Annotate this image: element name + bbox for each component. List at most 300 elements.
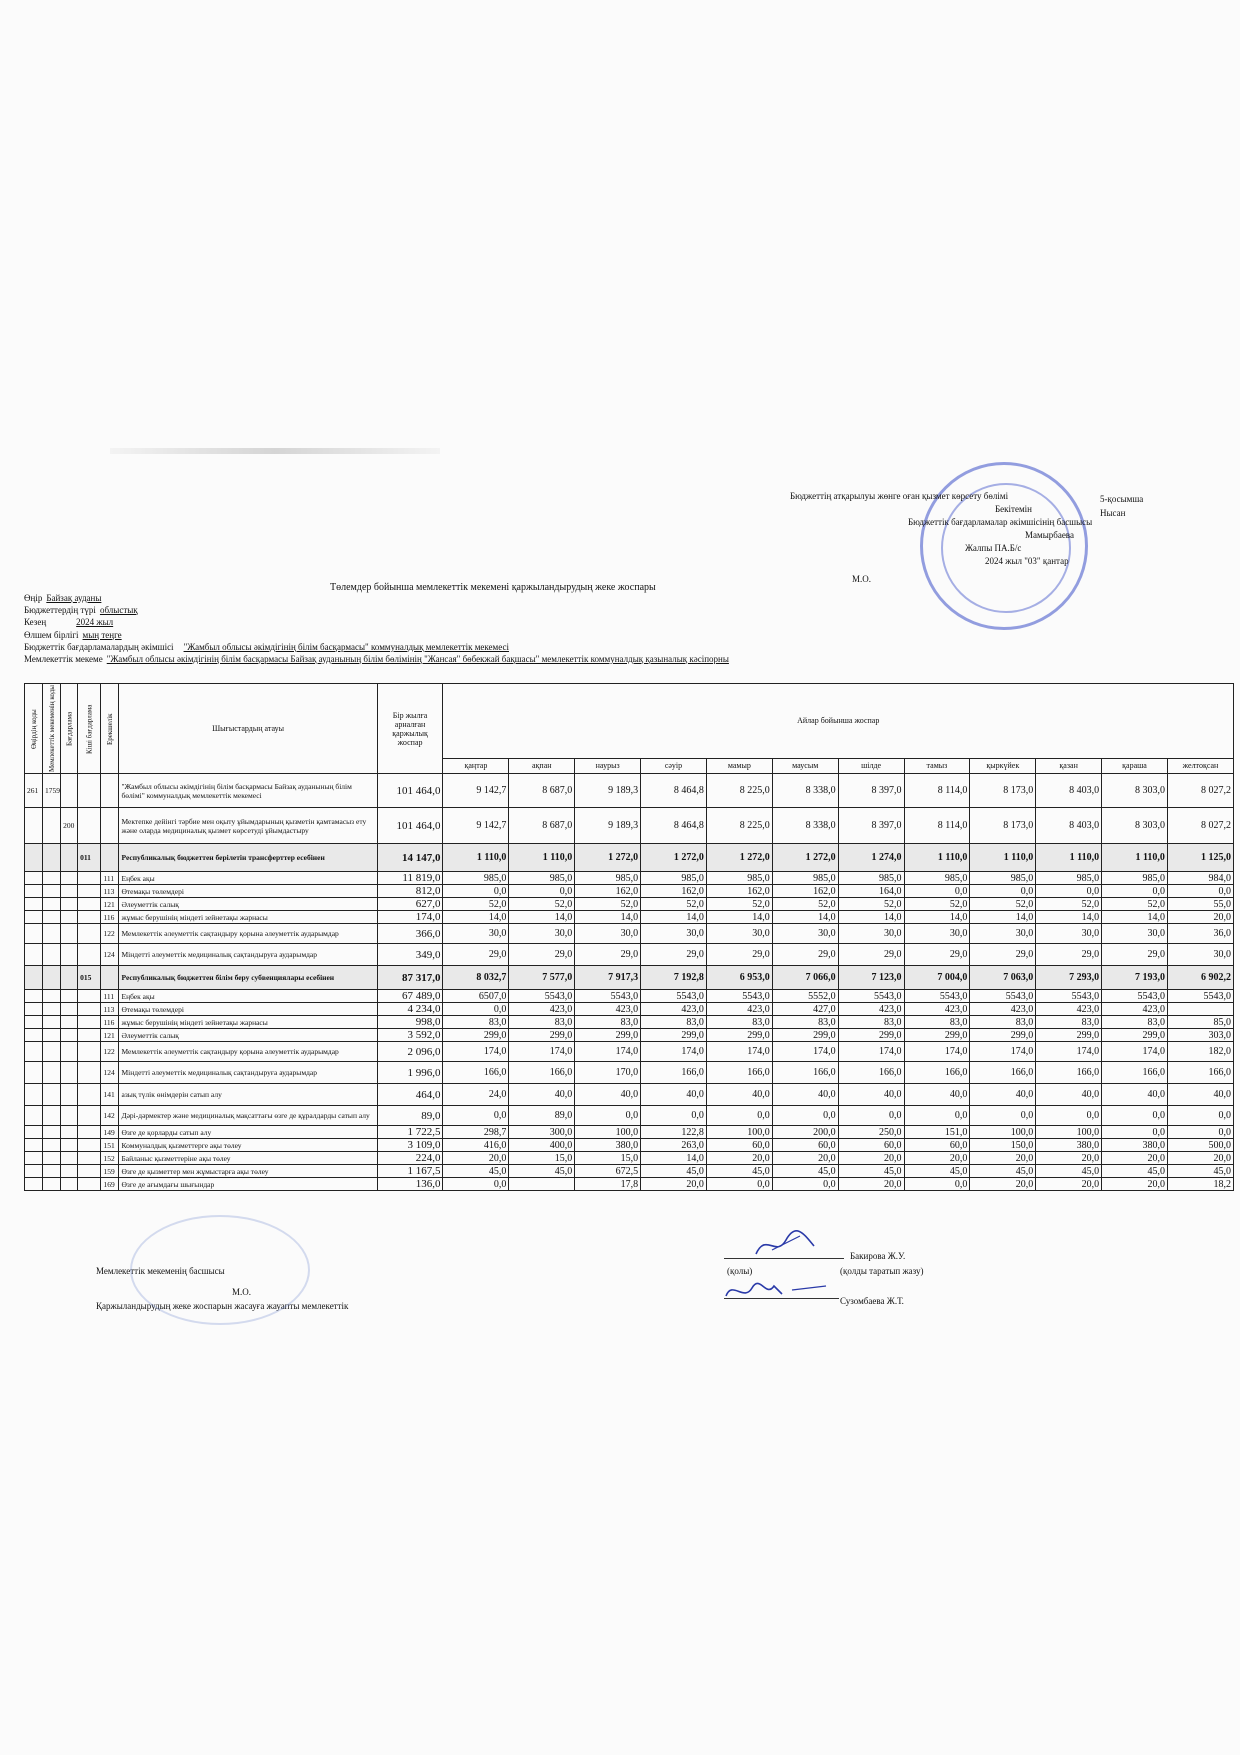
approval-line-3: Бюджеттік бағдарламалар әкімшісінің басшысы — [908, 517, 1093, 527]
table-row — [25, 924, 1234, 944]
cell-code — [25, 924, 43, 944]
cell-code — [25, 1003, 43, 1016]
cell-month-value: 5543,0 — [1102, 990, 1168, 1003]
cell-month-value: 423,0 — [904, 1003, 970, 1016]
cell-month-value: 29,0 — [970, 944, 1036, 966]
cell-code: 152 — [101, 1152, 119, 1165]
col-month: қараша — [1102, 758, 1168, 773]
cell-month-value: 40,0 — [706, 1084, 772, 1106]
cell-month-value: 299,0 — [1102, 1029, 1168, 1042]
col-month: маусым — [772, 758, 838, 773]
cell-month-value: 30,0 — [904, 924, 970, 944]
cell-month-value: 6507,0 — [443, 990, 509, 1003]
cell-year-total: 14 147,0 — [377, 844, 443, 872]
cell-month-value: 100,0 — [706, 1126, 772, 1139]
cell-month-value: 170,0 — [575, 1062, 641, 1084]
cell-month-value: 182,0 — [1167, 1042, 1233, 1062]
col-month: ақпан — [509, 758, 575, 773]
cell-month-value: 83,0 — [1036, 1016, 1102, 1029]
table-row — [25, 872, 1234, 885]
col-subprogram: Кіші бағдарлама — [78, 684, 101, 774]
cell-month-value: 166,0 — [509, 1062, 575, 1084]
cell-code — [78, 1126, 101, 1139]
cell-month-value: 7 192,8 — [641, 966, 707, 990]
cell-month-value: 29,0 — [509, 944, 575, 966]
cell-month-value: 299,0 — [706, 1029, 772, 1042]
cell-month-value: 9 142,7 — [443, 774, 509, 808]
cell-month-value: 0,0 — [970, 1106, 1036, 1126]
cell-month-value: 174,0 — [772, 1042, 838, 1062]
cell-month-value: 985,0 — [1102, 872, 1168, 885]
cell-code: 122 — [101, 1042, 119, 1062]
cell-month-value: 1 110,0 — [1036, 844, 1102, 872]
cell-month-value: 0,0 — [443, 885, 509, 898]
table-row — [25, 898, 1234, 911]
cell-month-value: 380,0 — [1036, 1139, 1102, 1152]
cell-month-value: 30,0 — [1102, 924, 1168, 944]
cell-month-value: 29,0 — [904, 944, 970, 966]
cell-month-value: 672,5 — [575, 1165, 641, 1178]
cell-month-value: 9 142,7 — [443, 808, 509, 844]
cell-expense-name: Дәрі-дәрмектер және медициналық мақсаттағы өзге де құралдарды сатып алу — [119, 1106, 377, 1126]
cell-code — [78, 1042, 101, 1062]
cell-code — [78, 1165, 101, 1178]
cell-month-value: 0,0 — [575, 1106, 641, 1126]
cell-month-value: 5543,0 — [970, 990, 1036, 1003]
cell-month-value: 7 123,0 — [838, 966, 904, 990]
cell-month-value: 299,0 — [641, 1029, 707, 1042]
meta-value: 2024 жыл — [76, 617, 114, 628]
cell-month-value: 20,0 — [1036, 1152, 1102, 1165]
cell-code — [43, 1042, 61, 1062]
cell-month-value: 500,0 — [1167, 1139, 1233, 1152]
cell-month-value: 5543,0 — [904, 990, 970, 1003]
cell-code: 169 — [101, 1178, 119, 1191]
cell-month-value: 0,0 — [904, 885, 970, 898]
cell-month-value: 83,0 — [772, 1016, 838, 1029]
cell-month-value: 174,0 — [1102, 1042, 1168, 1062]
table-row — [25, 1062, 1234, 1084]
cell-month-value: 20,0 — [1167, 1152, 1233, 1165]
cell-month-value: 0,0 — [1102, 885, 1168, 898]
table-row — [25, 1084, 1234, 1106]
cell-month-value: 83,0 — [443, 1016, 509, 1029]
col-month: мамыр — [706, 758, 772, 773]
cell-month-value: 45,0 — [838, 1165, 904, 1178]
cell-month-value: 985,0 — [706, 872, 772, 885]
cell-month-value: 8 225,0 — [706, 774, 772, 808]
meta-label: Өңір — [24, 593, 43, 603]
responsible-label: Қаржыландырудың жеке жоспарын жасауға жауапты мемлекеттік — [96, 1301, 349, 1311]
form-number-text: 5-қосымша — [1100, 494, 1144, 504]
cell-month-value: 6 902,2 — [1167, 966, 1233, 990]
cell-code — [61, 898, 78, 911]
cell-month-value: 8 032,7 — [443, 966, 509, 990]
meta-period — [24, 616, 729, 628]
cell-month-value: 8 464,8 — [641, 774, 707, 808]
cell-month-value: 29,0 — [706, 944, 772, 966]
cell-code — [61, 1003, 78, 1016]
cell-month-value: 14,0 — [772, 911, 838, 924]
cell-month-value: 400,0 — [509, 1139, 575, 1152]
cell-code: 121 — [101, 1029, 119, 1042]
cell-month-value: 20,0 — [1102, 1178, 1168, 1191]
cell-month-value: 423,0 — [641, 1003, 707, 1016]
cell-month-value: 8 464,8 — [641, 808, 707, 844]
cell-month-value: 14,0 — [1102, 911, 1168, 924]
cell-month-value: 0,0 — [509, 885, 575, 898]
cell-code — [61, 966, 78, 990]
cell-month-value: 20,0 — [1102, 1152, 1168, 1165]
cell-month-value: 166,0 — [904, 1062, 970, 1084]
cell-month-value: 166,0 — [1102, 1062, 1168, 1084]
cell-month-value: 83,0 — [509, 1016, 575, 1029]
signature-caption: (қолы) — [727, 1266, 753, 1276]
table-row — [25, 1042, 1234, 1062]
cell-month-value: 1 110,0 — [509, 844, 575, 872]
table-row — [25, 844, 1234, 872]
cell-month-value: 174,0 — [641, 1042, 707, 1062]
cell-code — [43, 872, 61, 885]
cell-month-value: 985,0 — [575, 872, 641, 885]
cell-code: 142 — [101, 1106, 119, 1126]
cell-month-value: 14,0 — [575, 911, 641, 924]
meta-label: Бюджеттік бағдарламалардың әкімшісі — [24, 641, 174, 652]
cell-year-total: 366,0 — [377, 924, 443, 944]
cell-month-value: 45,0 — [443, 1165, 509, 1178]
col-program: Бағдарлама — [61, 684, 78, 774]
cell-code — [25, 898, 43, 911]
cell-code: 111 — [101, 990, 119, 1003]
cell-month-value: 303,0 — [1167, 1029, 1233, 1042]
cell-month-value: 29,0 — [1036, 944, 1102, 966]
cell-month-value: 52,0 — [904, 898, 970, 911]
cell-code: 121 — [101, 898, 119, 911]
cell-month-value: 0,0 — [904, 1106, 970, 1126]
cell-month-value: 55,0 — [1167, 898, 1233, 911]
cell-month-value: 14,0 — [443, 911, 509, 924]
cell-code — [25, 1029, 43, 1042]
document-title: Төлемдер бойынша мемлекеттік мекемені қаржыландырудың жеке жоспары — [330, 582, 656, 593]
cell-code — [43, 1084, 61, 1106]
cell-month-value: 45,0 — [706, 1165, 772, 1178]
cell-month-value: 8 173,0 — [970, 774, 1036, 808]
cell-month-value: 250,0 — [838, 1126, 904, 1139]
cell-month-value: 5543,0 — [641, 990, 707, 1003]
cell-code: 113 — [101, 885, 119, 898]
meta-label: Бюджеттердің түрі — [24, 605, 96, 616]
cell-month-value: 40,0 — [904, 1084, 970, 1106]
cell-code: 1759 — [43, 774, 61, 808]
cell-month-value: 1 272,0 — [706, 844, 772, 872]
cell-code — [25, 1084, 43, 1106]
cell-code: 151 — [101, 1139, 119, 1152]
col-region-code: Өңірдің коды — [25, 684, 43, 774]
col-expense-name: Шығыстардың атауы — [119, 684, 377, 774]
cell-month-value: 8 403,0 — [1036, 774, 1102, 808]
cell-month-value: 30,0 — [641, 924, 707, 944]
cell-month-value: 52,0 — [772, 898, 838, 911]
responsible-name: Сузомбаева Ж.Т. — [840, 1296, 904, 1306]
head-label: Мемлекеттік мекеменің басшысы — [96, 1266, 225, 1276]
col-year-plan: Бір жылға арналған қаржылық жоспар — [377, 684, 443, 774]
cell-code — [78, 1139, 101, 1152]
cell-month-value: 8 027,2 — [1167, 774, 1233, 808]
cell-month-value: 166,0 — [443, 1062, 509, 1084]
cell-code: 200 — [61, 808, 78, 844]
cell-month-value: 5543,0 — [838, 990, 904, 1003]
cell-month-value: 1 272,0 — [641, 844, 707, 872]
cell-code — [43, 924, 61, 944]
cell-month-value: 83,0 — [641, 1016, 707, 1029]
cell-expense-name: Өзге де қызметтер мен жұмыстарға ақы төлеу — [119, 1165, 377, 1178]
cell-code — [43, 808, 61, 844]
cell-code — [61, 1042, 78, 1062]
table-row — [25, 911, 1234, 924]
cell-month-value: 299,0 — [443, 1029, 509, 1042]
cell-month-value: 60,0 — [772, 1139, 838, 1152]
form-label-text: Нысан — [1100, 508, 1126, 518]
name-caption: (қолды таратып жазу) — [840, 1266, 924, 1276]
cell-year-total: 89,0 — [377, 1106, 443, 1126]
cell-month-value: 45,0 — [904, 1165, 970, 1178]
cell-code — [78, 872, 101, 885]
cell-year-total: 224,0 — [377, 1152, 443, 1165]
cell-month-value: 174,0 — [1036, 1042, 1102, 1062]
cell-month-value: 162,0 — [641, 885, 707, 898]
col-institution-code: Мемлекеттік мекеменің коды — [43, 684, 61, 774]
cell-code — [101, 966, 119, 990]
cell-month-value: 0,0 — [443, 1003, 509, 1016]
cell-month-value: 166,0 — [641, 1062, 707, 1084]
meta-value: "Жамбыл облысы әкімдігінің білім басқармасы Байзақ ауданының білім бөлімінің "Жансая" бөбекжай бақшасы" мемлекеттік коммуналдық қазыналық кәсіпорны — [106, 654, 729, 665]
cell-month-value: 8 114,0 — [904, 808, 970, 844]
cell-month-value: 174,0 — [970, 1042, 1036, 1062]
cell-expense-name: Республикалық бюджеттен білім беру субвенциялары есебінен — [119, 966, 377, 990]
cell-month-value: 1 110,0 — [1102, 844, 1168, 872]
cell-month-value: 30,0 — [509, 924, 575, 944]
cell-month-value: 29,0 — [443, 944, 509, 966]
cell-month-value: 14,0 — [706, 911, 772, 924]
cell-expense-name: Мектепке дейінгі тәрбие мен оқыту ұйымдарының қызметін қамтамасыз ету және оларда медициналық қызмет көрсетуді ұйымдастыру — [119, 808, 377, 844]
cell-month-value: 0,0 — [1102, 1126, 1168, 1139]
cell-expense-name: Өтемақы төлемдері — [119, 1003, 377, 1016]
col-month: шілде — [838, 758, 904, 773]
cell-month-value: 9 189,3 — [575, 774, 641, 808]
cell-year-total: 11 819,0 — [377, 872, 443, 885]
cell-month-value: 985,0 — [509, 872, 575, 885]
cell-code — [78, 924, 101, 944]
cell-code — [61, 1029, 78, 1042]
cell-code — [61, 1126, 78, 1139]
cell-month-value: 423,0 — [509, 1003, 575, 1016]
cell-code — [61, 944, 78, 966]
cell-code: 141 — [101, 1084, 119, 1106]
cell-year-total: 1 167,5 — [377, 1165, 443, 1178]
col-month: желтоқсан — [1167, 758, 1233, 773]
cell-month-value: 52,0 — [641, 898, 707, 911]
cell-code — [43, 1152, 61, 1165]
cell-month-value: 18,2 — [1167, 1178, 1233, 1191]
cell-month-value: 30,0 — [1036, 924, 1102, 944]
table-row — [25, 808, 1234, 844]
cell-month-value: 40,0 — [1036, 1084, 1102, 1106]
cell-month-value: 299,0 — [575, 1029, 641, 1042]
cell-month-value: 174,0 — [575, 1042, 641, 1062]
cell-code — [43, 1003, 61, 1016]
seal-place-mark: М.О. — [852, 574, 872, 584]
cell-code: 159 — [101, 1165, 119, 1178]
table-row — [25, 774, 1234, 808]
cell-code — [101, 808, 119, 844]
cell-expense-name: жұмыс берушінің міндеті зейнетақы жарнасы — [119, 1016, 377, 1029]
cell-code — [25, 1152, 43, 1165]
cell-month-value: 423,0 — [1102, 1003, 1168, 1016]
cell-month-value: 985,0 — [970, 872, 1036, 885]
cell-year-total: 101 464,0 — [377, 774, 443, 808]
cell-month-value: 40,0 — [575, 1084, 641, 1106]
cell-code: 122 — [101, 924, 119, 944]
cell-month-value: 52,0 — [1102, 898, 1168, 911]
cell-month-value: 20,0 — [1167, 911, 1233, 924]
cell-code — [61, 1062, 78, 1084]
cell-code — [61, 990, 78, 1003]
cell-code — [78, 911, 101, 924]
col-month: қазан — [1036, 758, 1102, 773]
meta-institution — [24, 653, 729, 665]
cell-code — [61, 924, 78, 944]
cell-code: 261 — [25, 774, 43, 808]
cell-month-value: 985,0 — [838, 872, 904, 885]
cell-month-value: 0,0 — [904, 1178, 970, 1191]
cell-code — [43, 990, 61, 1003]
cell-month-value: 299,0 — [838, 1029, 904, 1042]
cell-code — [43, 1106, 61, 1126]
cell-month-value: 14,0 — [509, 911, 575, 924]
cell-year-total: 1 996,0 — [377, 1062, 443, 1084]
meta-budget-type — [24, 604, 729, 616]
cell-month-value: 7 066,0 — [772, 966, 838, 990]
cell-month-value: 89,0 — [509, 1106, 575, 1126]
cell-month-value: 8 027,2 — [1167, 808, 1233, 844]
cell-year-total: 87 317,0 — [377, 966, 443, 990]
table-row — [25, 1152, 1234, 1165]
col-specific: Ерекшелік — [101, 684, 119, 774]
cell-month-value: 30,0 — [1167, 944, 1233, 966]
table-row — [25, 1003, 1234, 1016]
cell-month-value: 100,0 — [970, 1126, 1036, 1139]
cell-month-value: 166,0 — [1167, 1062, 1233, 1084]
meta-value: "Жамбыл облысы әкімдігінің білім басқармасы" коммуналдық мемлекеттік мекемесі — [183, 641, 509, 652]
approval-block — [790, 490, 1092, 568]
col-month: сәуір — [641, 758, 707, 773]
cell-month-value: 52,0 — [1036, 898, 1102, 911]
cell-code — [78, 898, 101, 911]
cell-code: 124 — [101, 944, 119, 966]
cell-year-total: 812,0 — [377, 885, 443, 898]
cell-code — [61, 1165, 78, 1178]
cell-code — [61, 1016, 78, 1029]
cell-month-value: 40,0 — [1102, 1084, 1168, 1106]
cell-year-total: 1 722,5 — [377, 1126, 443, 1139]
cell-code — [25, 911, 43, 924]
cell-code — [43, 1029, 61, 1042]
cell-month-value: 29,0 — [1102, 944, 1168, 966]
cell-month-value: 162,0 — [575, 885, 641, 898]
cell-month-value: 29,0 — [772, 944, 838, 966]
cell-month-value: 1 274,0 — [838, 844, 904, 872]
cell-month-value: 200,0 — [772, 1126, 838, 1139]
cell-month-value: 20,0 — [838, 1178, 904, 1191]
table-row — [25, 990, 1234, 1003]
cell-code: 111 — [101, 872, 119, 885]
cell-month-value: 20,0 — [706, 1152, 772, 1165]
document-meta — [24, 592, 729, 665]
cell-month-value: 5543,0 — [509, 990, 575, 1003]
cell-month-value: 8 173,0 — [970, 808, 1036, 844]
cell-month-value: 984,0 — [1167, 872, 1233, 885]
cell-month-value: 423,0 — [1036, 1003, 1102, 1016]
cell-month-value: 299,0 — [904, 1029, 970, 1042]
meta-value: облыстық — [99, 605, 138, 616]
cell-code — [25, 872, 43, 885]
cell-code — [78, 1178, 101, 1191]
col-month: қаңтар — [443, 758, 509, 773]
cell-month-value: 83,0 — [706, 1016, 772, 1029]
cell-month-value: 0,0 — [1167, 885, 1233, 898]
cell-code — [78, 774, 101, 808]
cell-code — [78, 1062, 101, 1084]
cell-year-total: 101 464,0 — [377, 808, 443, 844]
cell-expense-name: Өзге де ағымдағы шығындар — [119, 1178, 377, 1191]
cell-expense-name: Әлеуметтік салық — [119, 1029, 377, 1042]
cell-month-value: 380,0 — [1102, 1139, 1168, 1152]
cell-month-value: 40,0 — [970, 1084, 1036, 1106]
cell-month-value: 0,0 — [838, 1106, 904, 1126]
approval-line-5: Жалпы ПА.Б/с — [965, 543, 1022, 553]
cell-code: 011 — [78, 844, 101, 872]
cell-code — [61, 1084, 78, 1106]
table-row — [25, 1139, 1234, 1152]
cell-month-value: 14,0 — [641, 1152, 707, 1165]
cell-month-value — [1167, 1003, 1233, 1016]
scan-artifact — [110, 448, 440, 454]
col-month: қыркүйек — [970, 758, 1036, 773]
cell-month-value: 52,0 — [706, 898, 772, 911]
financing-plan-table — [24, 683, 1234, 1191]
cell-code — [78, 1003, 101, 1016]
cell-month-value: 6 953,0 — [706, 966, 772, 990]
meta-label: Мемлекеттік мекеме — [24, 654, 103, 665]
cell-month-value: 83,0 — [1102, 1016, 1168, 1029]
cell-month-value: 20,0 — [838, 1152, 904, 1165]
cell-code: 015 — [78, 966, 101, 990]
cell-month-value: 0,0 — [641, 1106, 707, 1126]
cell-month-value: 7 193,0 — [1102, 966, 1168, 990]
cell-month-value: 20,0 — [1036, 1178, 1102, 1191]
cell-code — [43, 844, 61, 872]
cell-month-value: 8 397,0 — [838, 774, 904, 808]
cell-code — [61, 844, 78, 872]
cell-code — [25, 1062, 43, 1084]
cell-month-value: 52,0 — [575, 898, 641, 911]
cell-month-value: 60,0 — [706, 1139, 772, 1152]
cell-month-value: 40,0 — [838, 1084, 904, 1106]
cell-code — [43, 966, 61, 990]
cell-month-value: 45,0 — [641, 1165, 707, 1178]
cell-year-total: 174,0 — [377, 911, 443, 924]
cell-code — [25, 1106, 43, 1126]
